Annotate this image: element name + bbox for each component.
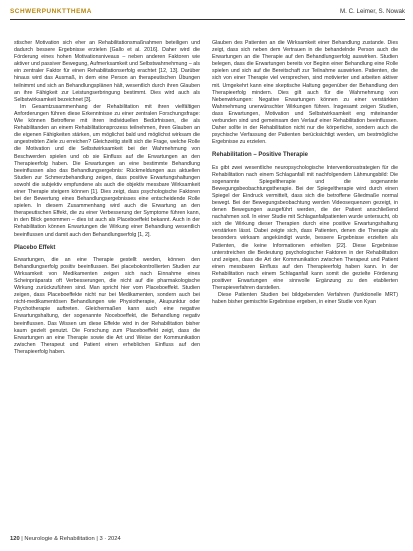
section-heading: Placebo Effekt [14,244,56,251]
issue-label: 3 · 2024 [99,536,121,542]
body-paragraph: stischer Motivation sich eher an Rehabilitationsmaßnahmen beteiligen und dadurch bessere Ergebnisse erzielen [Gallo et al. 2016]. Daher wird die Förderung eines hohen Motivationsniveaus – neben anderen Faktoren wie aktiver und passiver Bewegung, Aufmerksamkeit und Selbstwahrnehmung – als ein zentraler Faktor für einen Rehabilitationserfolg erachtet [12, 13]. Darüber hinaus wird das Ausmaß, in dem eine Person an therapeutischen Übungen teilnimmt und sich an Behandlungsplänen hält, wesentlich durch ihren Glauben an ihre Fähigkeit zur Leistungserbringung bestimmt. Dies wird auch als Selbstwirksamkeit bezeichnet [3]. [14,40,200,103]
header-rule [10,19,405,20]
body-paragraph: Erwartungen, die an eine Therapie gestellt werden, können den Behandlungserfolg positiv beeinflussen. Bei placebokontrollierten Studien zur Wirksamkeit von Medikamenten zeigen sich nach Einnahme eines Scheinpräparats oft Verbesserungen, die nicht auf die pharmakologische Wirkung zurückzuführen sind. Man spricht hier vom Placeboeffekt. Studien zeigen, dass Placeboeffekte nicht nur bei Medikamenten, sondern auch bei nicht-medikamentösen Behandlungen wie Physiotherapie, Akupunktur oder Psychotherapie auftreten. Gleichermaßen kann auch eine negative Erwartungshaltung, der sogenannte Noceboeffekt, die Behandlung negativ beeinflussen. Das Wissen um diese Effekte wird in der Rehabilitation bisher kaum gezielt genutzt. Die Forschung zum Placeboeffekt zeigt, dass die Erwartungen an eine Therapie sowie die Art und Weise der Kommunikation zwischen Therapeut und Patient einen erheblichen Einfluss auf den Therapieerfolg haben. [14,256,200,355]
journal-name: Neurologie & Rehabilitation [24,536,95,542]
right-column [212,40,398,306]
page-number: 120 [10,536,20,542]
body-paragraph: Glauben des Patienten an die Wirksamkeit einer Behandlung zustande. Dies zeigt, dass sich neben dem Vertrauen in die behandelnde Person auch die Erwartungen an die Therapie auf den Behandlungserfolg auswirken. Studien belegen, dass die Erwartungen bereits vor Beginn einer Behandlung eine Rolle spielen und sich auf die Bereitschaft zur Teilnahme auswirken. Patienten, die sich von einer Therapie viel versprechen, sind motivierter und arbeiten aktiver mit. Umgekehrt kann eine skeptische Haltung gegenüber der Behandlung den Therapieerfolg mindern. Dies gilt auch für die Wahrnehmung von Nebenwirkungen: Negative Erwartungen können zu einer verstärkten Wahrnehmung unerwünschter Wirkungen führen. Insgesamt zeigen Studien, dass Erwartungen, Motivation und Selbstwirksamkeit eng miteinander verbunden sind und gemeinsam den Verlauf einer Rehabilitation beeinflussen. Daher sollte in der Rehabilitation nicht nur die körperliche, sondern auch die psychische Verfassung der Patienten berücksichtigt werden, um bestmögliche Ergebnisse zu erzielen. [212,40,398,146]
body-paragraph: Diese Patienten Studien bei bildgebenden Verfahren (funktionelle MRT) haben bisher gemischte Ergebnisse ergeben, in einer Studie von Kyan [212,292,398,306]
author-line: M. C. Leimer, S. Nowak [340,8,405,15]
footer-separator: | [21,536,25,542]
footer-separator: | [96,536,100,542]
section-heading: Rehabilitation – Positive Therapie [212,152,309,159]
body-paragraph: Es gibt zwei wesentliche neuropsychologische Interventionsstrategien für die Rehabilitation nach einem Schlaganfall mit nachfolgendem Lähmungsbild: Die sogenannte Spiegeltherapie und die sogenannte Bewegungsbeobachtungstherapie. Bei der Spiegeltherapie wird durch einen Spiegel der Eindruck vermittelt, dass sich die betroffene Gliedmaße normal bewegt. Bei der Bewegungsbeobachtung werden Videosequenzen gezeigt, in denen Bewegungen ausgeführt werden, die der Patient anschließend nachahmen soll. In einer Studie mit Schlaganfallpatienten wurde untersucht, ob sich die Wirkung dieser Therapien durch eine positive Erwartungshaltung verstärken lässt. Dabei zeigte sich, dass Patienten, denen die Therapie als besonders wirksam angekündigt wurde, bessere Ergebnisse erzielten als Patienten, die keine Informationen erhielten [22]. Diese Ergebnisse unterstreichen die Bedeutung psychologischer Faktoren in der Rehabilitation und zeigen, dass die Art der Kommunikation zwischen Therapeut und Patient einen messbaren Einfluss auf den Therapieerfolg haben kann. In der Rehabilitation nach einem Schlaganfall kann somit die gezielte Förderung positiver Erwartungen eine sinnvolle Ergänzung zu den etablierten Therapieverfahren darstellen. [212,164,398,292]
page-footer [10,536,121,542]
body-paragraph: Im Gesamtzusammenhang der Rehabilitation mit ihren vielfältigen Anforderungen führen diese Erkenntnisse zu einer zentralen Forschungsfrage: Wie können Betroffene mit ihren individuellen Bedürfnissen, die als Rehabilitanden an einem Rehabilitationsprozess teilnehmen, ihren Glauben an die eigenen Fähigkeiten stärken, um möglichst bald und möglichst wirksam die angestrebten Ziele zu erreichen? Gleichzeitig stellt sich die Frage, welche Rolle die Motivation und die Selbstwirksamkeit bei der Wahrnehmung von Beschwerden spielen und ob sie Einfluss auf die Erwartungen an den Therapieerfolg haben. Die Erwartungen an eine bestimmte Behandlung beeinflussen also das Behandlungsergebnis: Rückmeldungen aus aktuellen Studien zur Schmerzbehandlung zeigen, dass positive Erwartungshaltungen sowohl die subjektiv empfundene als auch die objektiv messbare Wirksamkeit einer Therapie steigern können [1]. Dies zeigt, dass psychologische Faktoren bei der Bewertung eines Behandlungsergebnisses eine entscheidende Rolle spielen. In diesem Zusammenhang wird auch die Erwartung an den therapeutischen Effekt, die zu einer Verbesserung der Symptome führen kann, in den Blick genommen – dies ist auch als Placeboeffekt bekannt. Auch in der Rehabilitation können Erwartungen die Wirkung einer Behandlung wesentlich beeinflussen und damit auch den Behandlungserfolg [1, 2]. [14,103,200,238]
left-column [14,40,200,356]
section-label: SCHWERPUNKTTHEMA [10,8,92,15]
